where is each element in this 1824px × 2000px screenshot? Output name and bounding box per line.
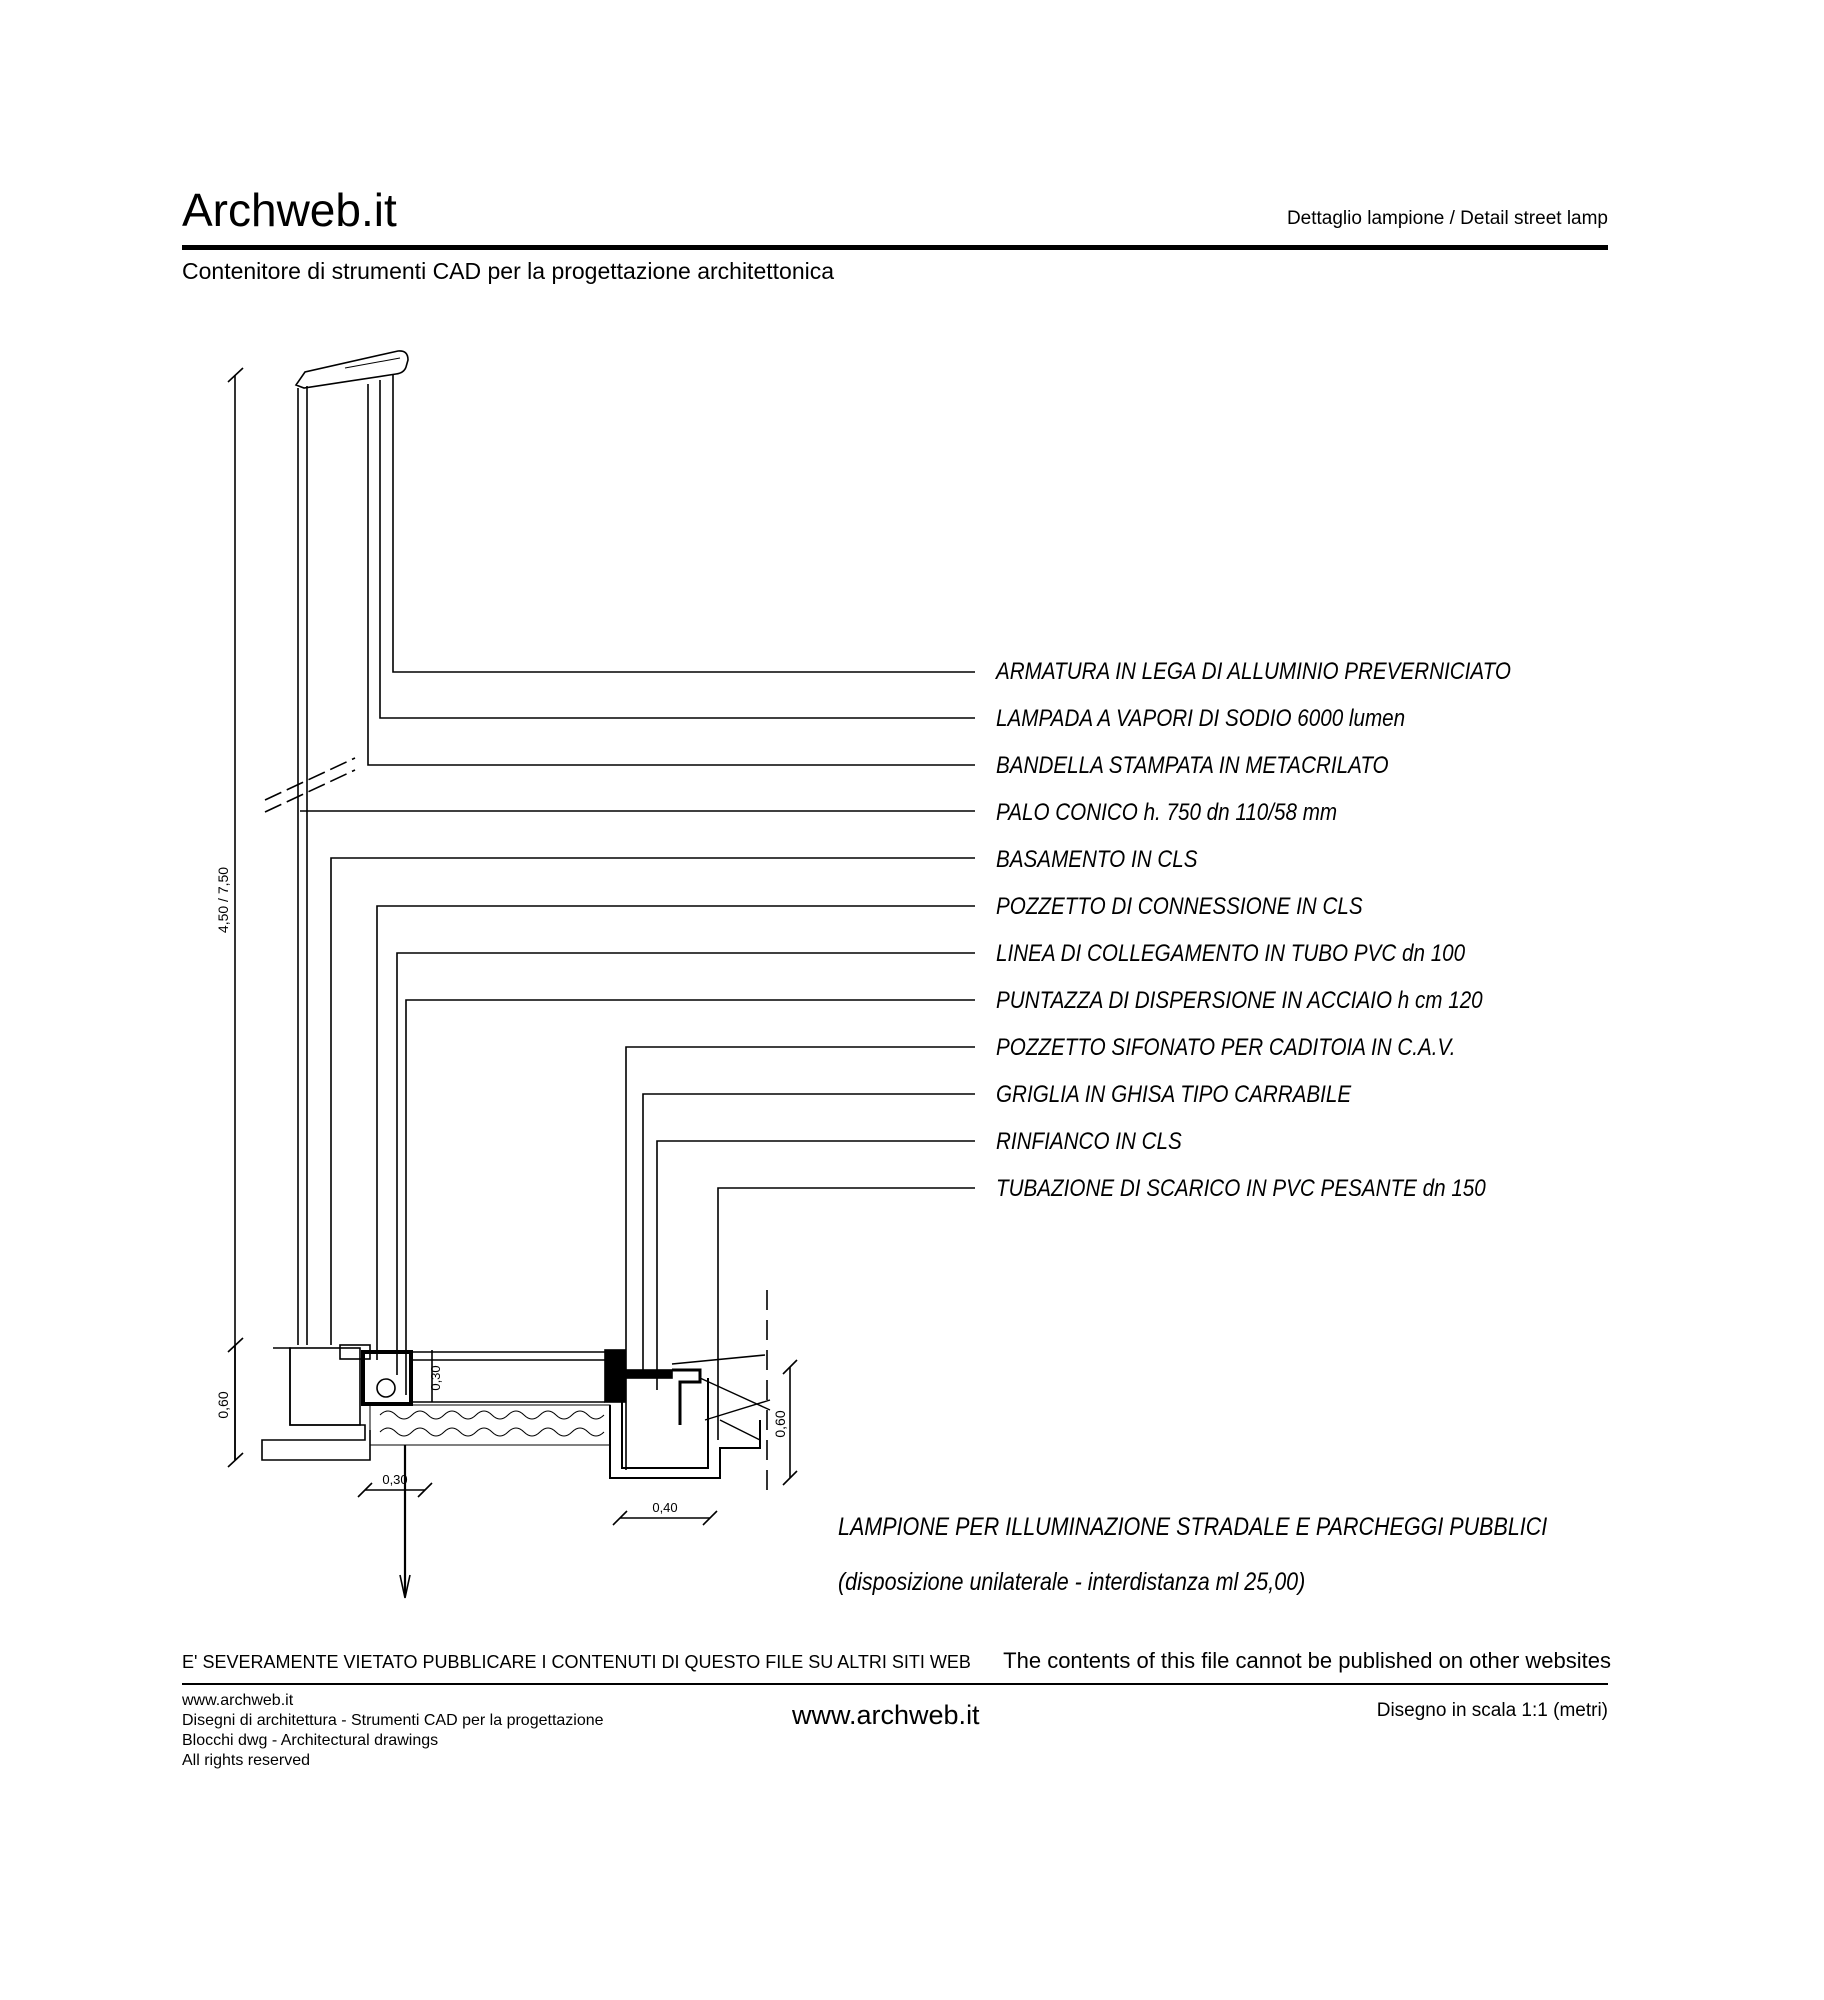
label-pozzetto-sifonato: POZZETTO SIFONATO PER CADITOIA IN C.A.V. bbox=[996, 1034, 1456, 1061]
label-bandella: BANDELLA STAMPATA IN METACRILATO bbox=[996, 752, 1389, 779]
subtitle: Contenitore di strumenti CAD per la progettazione architettonica bbox=[182, 258, 835, 284]
leader-1 bbox=[393, 374, 975, 672]
label-pozzetto-connessione: POZZETTO DI CONNESSIONE IN CLS bbox=[996, 893, 1363, 920]
dim-well-height: 0,30 bbox=[428, 1365, 443, 1391]
lamp-head-detail bbox=[345, 358, 400, 368]
footer-line: Disegni di architettura - Strumenti CAD per la progettazione bbox=[182, 1712, 604, 1729]
leader-8 bbox=[406, 1000, 975, 1395]
document-title: Dettaglio lampione / Detail street lamp bbox=[1286, 208, 1608, 229]
warning-italian: E' SEVERAMENTE VIETATO PUBBLICARE I CONTENUTI DI QUESTO FILE SU ALTRI SITI WEB bbox=[182, 1652, 971, 1672]
footer-line: All rights reserved bbox=[182, 1752, 311, 1769]
leader-5 bbox=[331, 858, 975, 1345]
grate-frame bbox=[672, 1370, 700, 1425]
leader-12 bbox=[718, 1188, 975, 1440]
warning-english: The contents of this file cannot be published on other websites bbox=[1003, 1648, 1611, 1673]
break-mark-1 bbox=[265, 758, 355, 800]
label-palo: PALO CONICO h. 750 dn 110/58 mm bbox=[996, 799, 1338, 826]
break-mark-2 bbox=[265, 770, 355, 812]
leader-9 bbox=[626, 1047, 975, 1470]
dim-pole-height: 4,50 / 7,50 bbox=[215, 866, 231, 934]
leader-10 bbox=[643, 1094, 975, 1375]
drawing-caption: LAMPIONE PER ILLUMINAZIONE STRADALE E PARCHEGGI PUBBLICI bbox=[838, 1513, 1548, 1541]
pvc-pipe-section bbox=[377, 1379, 395, 1397]
label-linea-collegamento: LINEA DI COLLEGAMENTO IN TUBO PVC dn 100 bbox=[996, 940, 1466, 967]
gravel-texture bbox=[380, 1411, 604, 1436]
dim-connection-width: 0,30 bbox=[382, 1472, 408, 1487]
dim-base-depth-left: 0,60 bbox=[215, 1391, 231, 1419]
label-lampada: LAMPADA A VAPORI DI SODIO 6000 lumen bbox=[996, 705, 1406, 732]
leader-7 bbox=[397, 953, 975, 1375]
label-puntazza: PUNTAZZA DI DISPERSIONE IN ACCIAIO h cm 120 bbox=[996, 987, 1483, 1014]
leader-6 bbox=[377, 906, 975, 1360]
leader-2 bbox=[380, 380, 975, 718]
leader-11 bbox=[657, 1141, 975, 1390]
gravel-bed bbox=[370, 1405, 610, 1445]
label-griglia: GRIGLIA IN GHISA TIPO CARRABILE bbox=[996, 1081, 1352, 1108]
leader-3 bbox=[368, 384, 975, 765]
footer-url-link[interactable]: www.archweb.it bbox=[792, 1700, 980, 1730]
base-block bbox=[262, 1348, 370, 1460]
dim-base-depth-right: 0,60 bbox=[772, 1410, 788, 1438]
label-tubazione: TUBAZIONE DI SCARICO IN PVC PESANTE dn 150 bbox=[996, 1175, 1486, 1202]
drawing-scale: Disegno in scala 1:1 (metri) bbox=[1376, 1700, 1608, 1721]
dim-siphon-width: 0,40 bbox=[652, 1500, 678, 1515]
drawing-caption-note: (disposizione unilaterale - interdistanza ml 25,00) bbox=[838, 1568, 1306, 1596]
footer-line: www.archweb.it bbox=[182, 1692, 294, 1709]
label-rinfianco: RINFIANCO IN CLS bbox=[996, 1128, 1182, 1155]
cast-iron-grate bbox=[622, 1370, 672, 1378]
label-basamento: BASAMENTO IN CLS bbox=[996, 846, 1198, 873]
label-armatura: ARMATURA IN LEGA DI ALLUMINIO PREVERNICIATO bbox=[996, 658, 1511, 685]
brand-logo: Archweb.it bbox=[182, 184, 397, 236]
foundation-section bbox=[262, 1290, 770, 1598]
footer-line: Blocchi dwg - Architectural drawings bbox=[182, 1732, 439, 1749]
lamp-head bbox=[296, 351, 408, 388]
footer-credits bbox=[182, 1691, 604, 1771]
footer-rule bbox=[182, 1683, 1608, 1685]
